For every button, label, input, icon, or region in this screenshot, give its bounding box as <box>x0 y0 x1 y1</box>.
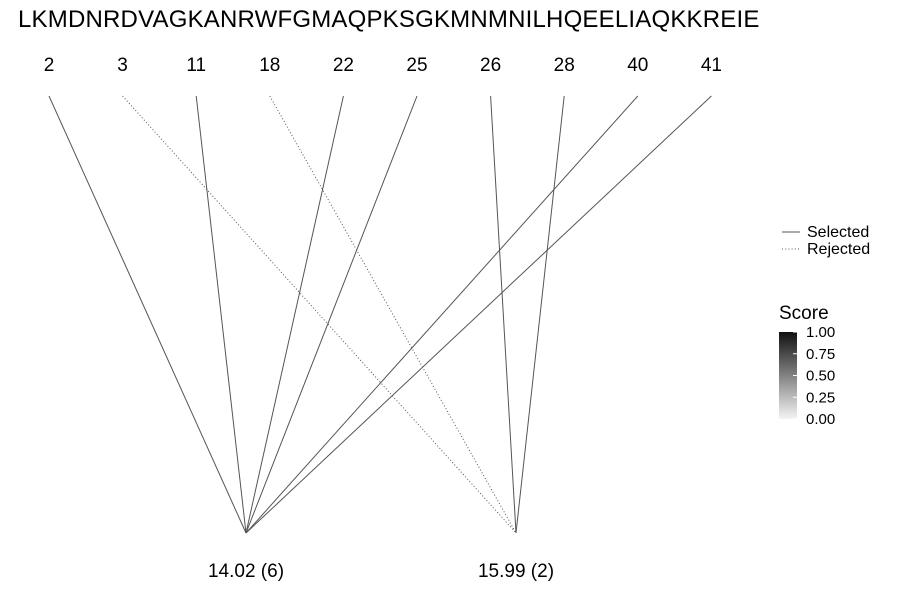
position-label: 40 <box>627 55 649 76</box>
selected-link <box>516 96 564 533</box>
position-label: 11 <box>186 55 207 76</box>
mass-node-label: 15.99 (2) <box>477 561 555 582</box>
selected-link <box>246 96 343 533</box>
selected-link <box>196 96 246 533</box>
position-label: 3 <box>117 55 128 76</box>
links-layer <box>49 96 711 533</box>
mass-node-label: 14.02 (6) <box>207 561 285 582</box>
position-labels <box>44 55 722 76</box>
position-label: 22 <box>332 55 354 76</box>
line-type-legend <box>782 224 870 258</box>
selected-link <box>246 96 417 533</box>
position-label: 25 <box>406 55 428 76</box>
score-legend-title: Score <box>779 303 829 324</box>
score-tick-label: 0.50 <box>806 367 836 385</box>
selected-link <box>246 96 638 533</box>
score-tick-label: 0.75 <box>806 345 836 363</box>
score-tick-label: 1.00 <box>806 324 836 341</box>
sequence-title: LKMDNRDVAGKANRWFGMAQPKSGKMNMNILHQEELIAQKKREIE <box>18 6 760 33</box>
node-labels <box>208 561 554 582</box>
score-tick-label: 0.00 <box>806 411 836 428</box>
position-label: 2 <box>43 55 55 76</box>
position-label: 41 <box>700 55 722 76</box>
position-label: 18 <box>259 55 281 76</box>
selected-link <box>49 96 246 533</box>
score-tick-label: 0.25 <box>806 389 836 407</box>
rejected-link <box>123 96 516 533</box>
position-label: 26 <box>480 55 502 76</box>
score-legend <box>779 303 835 428</box>
legend-rejected-label: Rejected <box>807 241 871 258</box>
position-label: 28 <box>553 55 575 76</box>
legend-selected-label: Selected <box>807 224 870 241</box>
selected-link <box>491 96 516 533</box>
